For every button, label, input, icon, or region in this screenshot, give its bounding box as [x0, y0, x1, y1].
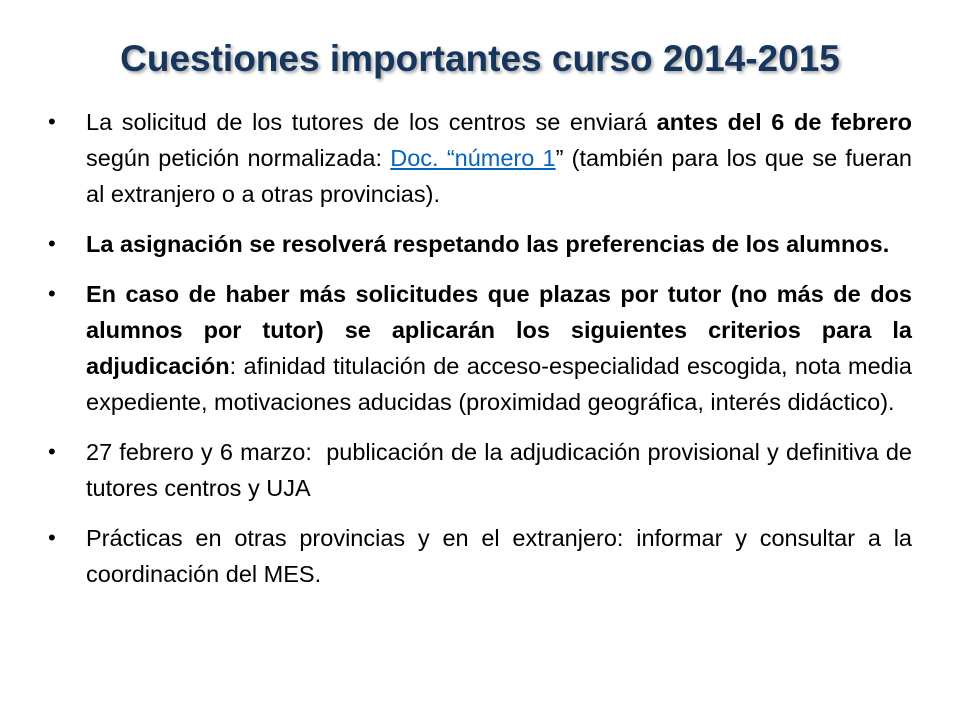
item-bold-text: En caso de haber más solicitudes que plazas por tutor (no más de dos alumnos por tutor) se aplicarán los siguientes criterios para la adjudicación — [86, 281, 912, 379]
item-text: ” (también para los que se fueran al extranjero o a otras provincias). — [86, 145, 913, 207]
item-bold-text: antes del 6 de febrero — [656, 109, 912, 135]
list-item — [44, 276, 912, 420]
item-text: 27 febrero y 6 marzo: publicación de la adjudicación provisional y definitiva de tutores centros y UJA — [86, 439, 919, 501]
slide-title: Cuestiones importantes curso 2014-2015 — [120, 38, 840, 79]
document-link[interactable]: Doc. “número 1 — [390, 145, 556, 171]
item-text: : afinidad titulación de acceso-especialidad escogida, nota media expediente, motivaciones aducidas (proximidad geográfica, interés didáctico). — [86, 353, 912, 415]
list-item — [44, 226, 912, 262]
bullet-icon: • — [48, 231, 56, 256]
bullet-icon: • — [48, 439, 56, 464]
item-text: Prácticas en otras provincias y en el extranjero: informar y consultar a la coordinación del MES. — [86, 525, 912, 587]
item-text: La solicitud de los tutores de los centros se enviará — [86, 109, 657, 135]
bullet-icon: • — [48, 281, 56, 306]
bullet-icon: • — [48, 525, 56, 550]
list-item — [44, 434, 919, 506]
item-text: según petición normalizada: — [86, 145, 391, 171]
list-item — [44, 520, 912, 592]
bullet-list — [44, 104, 919, 606]
list-item — [44, 104, 912, 212]
item-bold-text: La asignación se resolverá respetando las preferencias de los alumnos. — [86, 231, 890, 257]
bullet-icon: • — [48, 109, 56, 134]
